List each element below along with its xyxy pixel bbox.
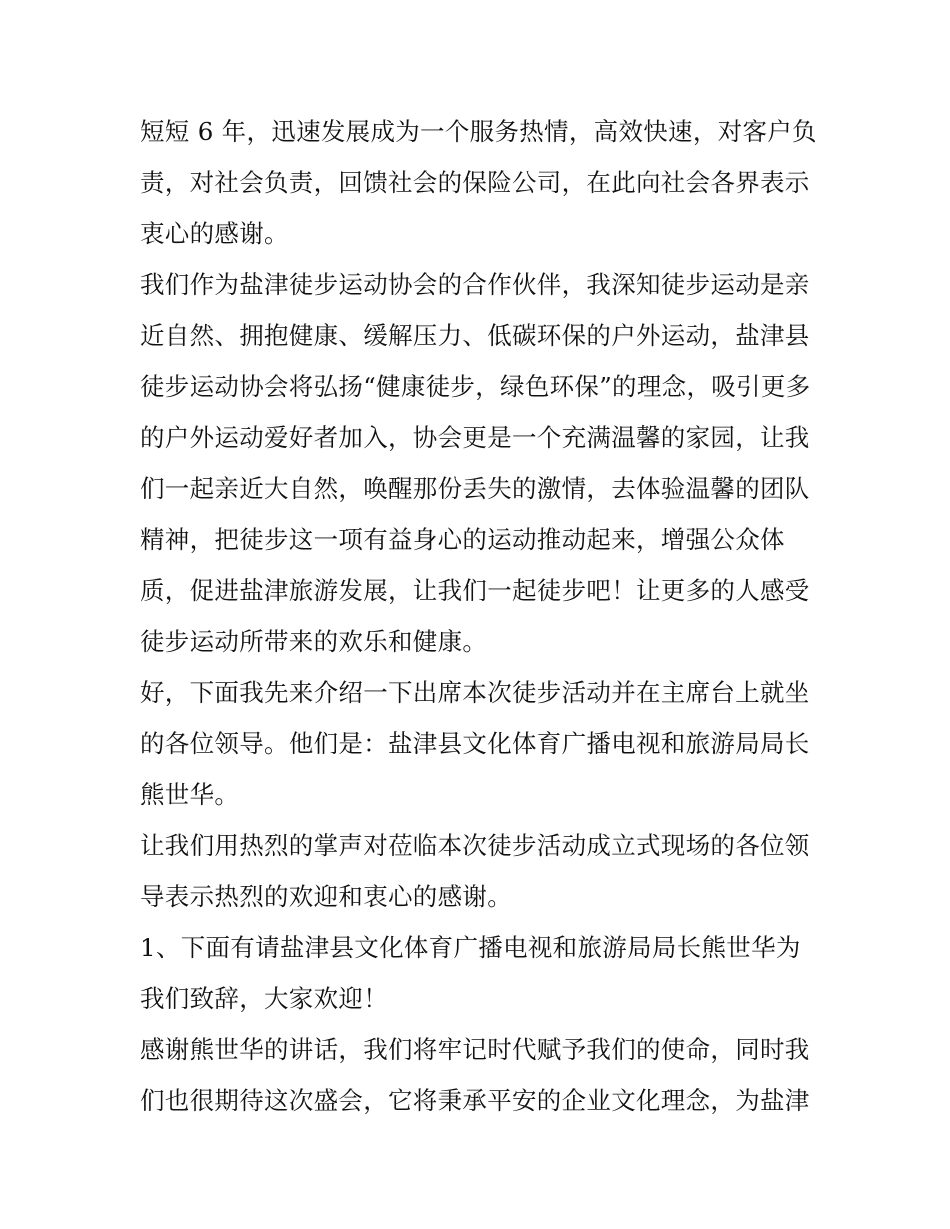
- paragraph-1: [140, 106, 816, 259]
- text-line: 好，下面我先来介绍一下出席本次徒步活动并在主席台上就坐: [140, 678, 810, 707]
- text-line: 1、下面有请盐津县文化体育广播电视和旅游局局长熊世华为: [140, 933, 801, 962]
- text-line: 短短 6 年，迅速发展成为一个服务热情，高效快速，对客户负: [140, 117, 817, 146]
- text-line: 们一起亲近大自然，唤醒那份丢失的激情，去体验温馨的团队: [140, 474, 810, 503]
- text-line: 徒步运动所带来的欢乐和健康。: [140, 627, 488, 656]
- document-body: [140, 106, 816, 1126]
- text-line: 们也很期待这次盛会，它将秉承平安的企业文化理念，为盐津: [140, 1086, 810, 1115]
- text-line: 我们致辞，大家欢迎！: [140, 984, 388, 1013]
- text-line: 的户外运动爱好者加入，协会更是一个充满温馨的家园，让我: [140, 423, 810, 452]
- paragraph-5: [140, 922, 816, 1024]
- text-line: 徒步运动协会将弘扬“健康徒步，绿色环保”的理念，吸引更多: [140, 372, 811, 401]
- paragraph-6: [140, 1024, 816, 1126]
- text-line: 的各位领导。他们是：盐津县文化体育广播电视和旅游局局长: [140, 729, 810, 758]
- text-line: 熊世华。: [140, 780, 240, 809]
- text-line: 导表示热烈的欢迎和衷心的感谢。: [140, 882, 512, 911]
- paragraph-4: [140, 820, 816, 922]
- text-line: 感谢熊世华的讲话，我们将牢记时代赋予我们的使命，同时我: [140, 1035, 810, 1064]
- text-line: 责，对社会负责，回馈社会的保险公司，在此向社会各界表示: [140, 168, 810, 197]
- text-line: 让我们用热烈的掌声对莅临本次徒步活动成立式现场的各位领: [140, 831, 810, 860]
- text-line: 近自然、拥抱健康、缓解压力、低碳环保的户外运动，盐津县: [140, 321, 810, 350]
- text-line: 衷心的感谢。: [140, 219, 289, 248]
- paragraph-3: [140, 667, 816, 820]
- text-line: 我们作为盐津徒步运动协会的合作伙伴，我深知徒步运动是亲: [140, 270, 810, 299]
- paragraph-2: [140, 259, 816, 667]
- text-line: 质，促进盐津旅游发展，让我们一起徒步吧！让更多的人感受: [140, 576, 810, 605]
- text-line: 精神，把徒步这一项有益身心的运动推动起来，增强公众体: [140, 525, 785, 554]
